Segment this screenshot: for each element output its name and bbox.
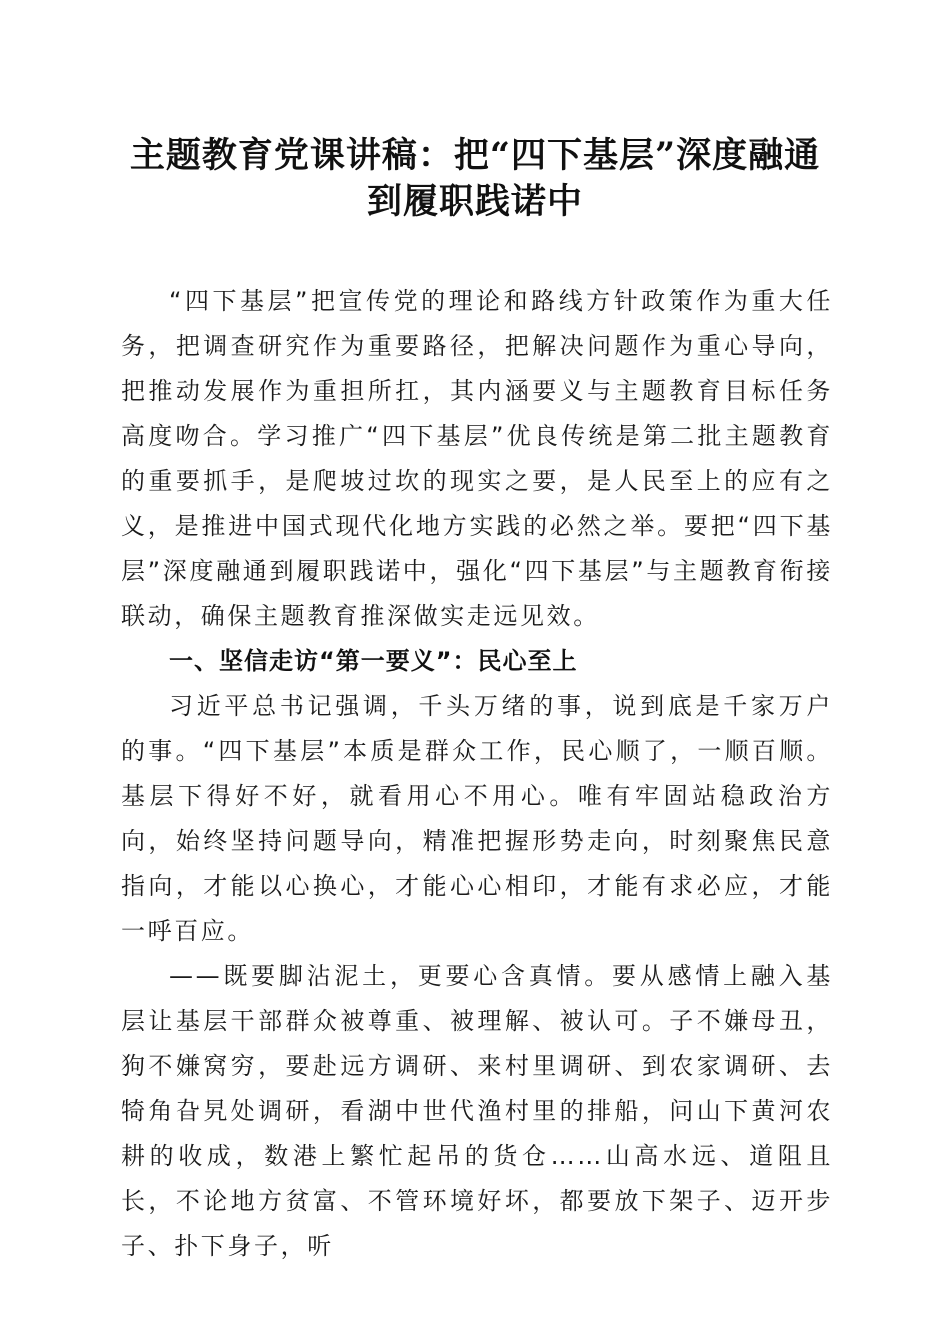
paragraph-intro: “四下基层”把宣传党的理论和路线方针政策作为重大任务，把调查研究作为重要路径，把解决问题作为重心导向，把推动发展作为重担所扛，其内涵要义与主题教育目标任务高度吻合。学习推广“四下基层”优良传统是第二批主题教育的重要抓手，是爬坡过坎的现实之要，是人民至上的应有之义，是推进中国式现代化地方实践的必然之举。要把“四下基层”深度融通到履职践诺中，强化“四下基层”与主题教育衔接联动，确保主题教育推深做实走远见效。 <box>121 287 833 630</box>
title-line-1: 主题教育党课讲稿：把“四下基层”深度融通 <box>129 135 821 176</box>
paragraph-section1-2: ——既要脚沾泥土，更要心含真情。要从感情上融入基层让基层干部群众被尊重、被理解、被认可。子不嫌母丑，狗不嫌窝穷，要赴远方调研、来村里调研、到农家调研、去犄角旮旯处调研，看湖中世代渔村里的排船，问山下黄河农耕的收成，数港上繁忙起吊的货仓……山高水远、道阻且长，不论地方贫富、不管环境好坏，都要放下架子、迈开步子、扑下身子，听 <box>121 962 833 1260</box>
document-title <box>100 133 850 225</box>
paragraph-section1-1: 习近平总书记强调，千头万绪的事，说到底是千家万户的事。“四下基层”本质是群众工作，民心顺了，一顺百顺。基层下得好不好，就看用心不用心。唯有牢固站稳政治方向，始终坚持问题导向，精准把握形势走向，时刻聚焦民意指向，才能以心换心，才能心心相印，才能有求必应，才能一呼百应。 <box>121 692 833 945</box>
section-heading-1: 一、坚信走访“第一要义”：民心至上 <box>169 647 578 675</box>
title-line-2: 到履职践诺中 <box>366 181 583 222</box>
document-body <box>121 279 833 1269</box>
